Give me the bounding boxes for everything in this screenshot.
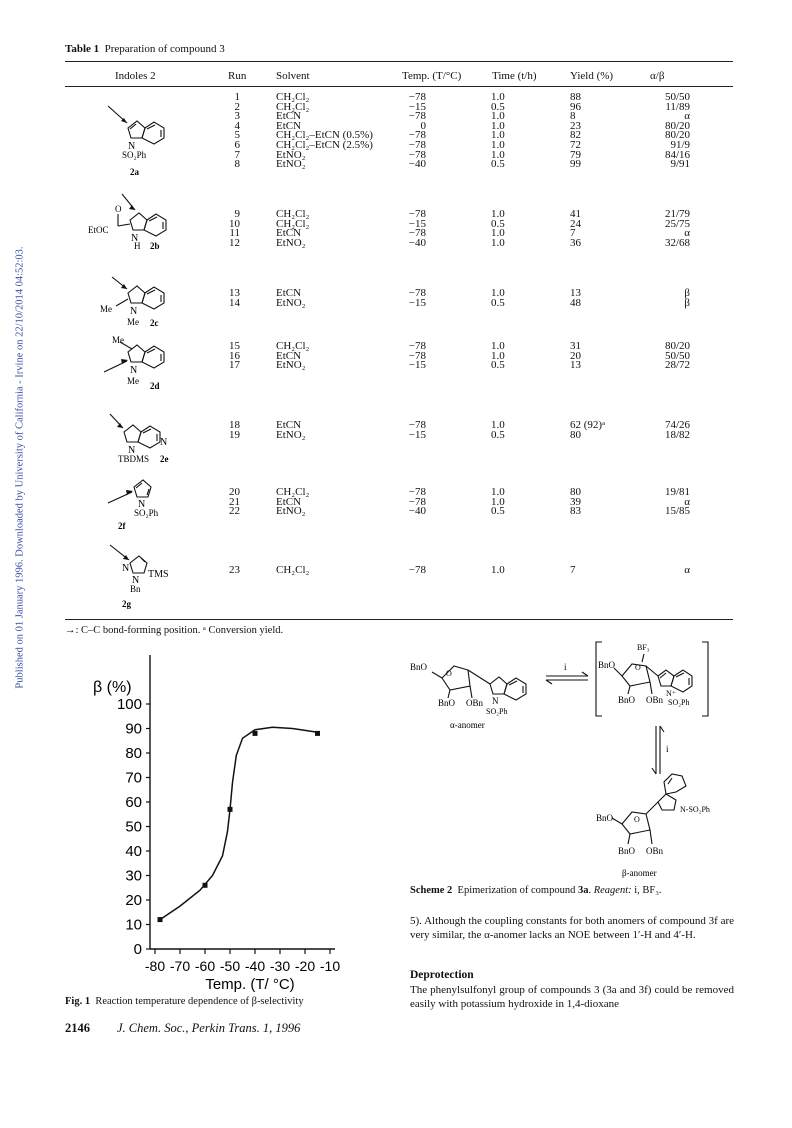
table-cell-solvent: EtNO₂ <box>276 359 306 372</box>
table-cell-run: 16 <box>229 349 240 362</box>
beta-bno2-label: BnO <box>618 846 636 856</box>
group-2a-ratio-column <box>640 93 690 170</box>
table-cell-ratio: 19/81 <box>664 486 690 498</box>
x-tick-label: -70 <box>169 958 191 974</box>
table-cell-ratio: α <box>684 227 690 240</box>
table-cell-ratio: 74/26 <box>664 419 690 431</box>
int-so2ph-label: SO₂Ph <box>668 698 690 707</box>
table-cell-solvent: EtNO₂ <box>276 236 306 249</box>
group-2d-time-column <box>491 342 521 371</box>
fig1-chart <box>75 650 375 995</box>
body-paragraph-2: The phenylsulfonyl group of compounds 3 (3a and 3f) could be removed easily with potassium hydroxide in 1,4-dioxane <box>410 984 734 1010</box>
table-cell-temp: −78 <box>408 91 426 103</box>
beta-anomer-label: β-anomer <box>622 868 657 878</box>
table-cell-run: 23 <box>229 564 240 576</box>
y-tick-label: 80 <box>125 745 142 762</box>
table-footnote: →: C–C bond-forming position. ᵃ Conversion yield. <box>65 625 284 636</box>
2d-n-label: N <box>130 365 138 376</box>
table-cell-ratio: 21/79 <box>664 208 690 220</box>
table-cell-solvent: EtCN <box>276 287 302 299</box>
y-tick-label: 20 <box>125 892 142 909</box>
table-cell-temp: −78 <box>408 564 426 576</box>
group-2e-solvent-column <box>276 421 396 440</box>
structure-2e <box>90 412 180 472</box>
col-header-ratio: α/β <box>650 70 665 82</box>
2b-o-label: O <box>115 204 122 214</box>
2g-tms-label: TMS <box>148 569 169 580</box>
int-obn-label: OBn <box>646 695 664 705</box>
group-2b-run-column <box>222 210 240 248</box>
table-cell-temp: −78 <box>408 227 426 240</box>
2g-n2-label: N <box>132 575 140 586</box>
table-cell-temp: −15 <box>408 359 426 372</box>
structure-2a <box>104 100 174 180</box>
x-tick-label: -10 <box>319 958 341 974</box>
table-header-rule <box>65 86 733 87</box>
table-cell-yield: 83 <box>570 505 581 518</box>
alpha-bno2-label: BnO <box>438 698 456 708</box>
table-cell-time: 0.5 <box>491 217 505 230</box>
2g-bn-label: Bn <box>130 584 141 594</box>
group-2c-yield-column <box>570 289 620 308</box>
group-2b-yield-column <box>570 210 620 248</box>
group-2b-solvent-column <box>276 210 396 248</box>
group-2b-ratio-column <box>640 210 690 248</box>
table-cell-time: 1.0 <box>491 110 505 123</box>
2b-h-label: H <box>134 241 141 251</box>
table-cell-ratio: 50/50 <box>664 349 690 362</box>
table-cell-run: 8 <box>234 158 240 171</box>
2f-so2ph-label: SO₂Ph <box>134 508 159 518</box>
scheme2-caption-text: Epimerization of compound <box>457 885 576 896</box>
y-axis-label: β (%) <box>93 679 132 696</box>
beta-bno-label: BnO <box>596 813 614 823</box>
2e-tbdms-label: TBDMS <box>118 454 150 464</box>
table-cell-solvent: EtNO₂ <box>276 158 306 171</box>
scheme2-caption-label: Scheme 2 <box>410 885 453 896</box>
table-cell-temp: −78 <box>408 129 426 142</box>
table-cell-time: 1.0 <box>491 236 505 249</box>
table-cell-temp: −78 <box>408 340 426 352</box>
y-tick-label: 40 <box>125 843 142 860</box>
table-cell-run: 14 <box>229 296 240 309</box>
chart-marks <box>158 727 321 922</box>
table-cell-solvent: EtNO₂ <box>276 296 306 309</box>
table-cell-temp: −78 <box>408 349 426 362</box>
table-cell-ratio: 11/89 <box>665 100 690 113</box>
2d-nme-label: Me <box>127 376 139 386</box>
table-cell-yield: 62 (92)ᵃ <box>570 419 606 431</box>
table-cell-run: 1 <box>234 91 240 103</box>
table-cell-run: 13 <box>229 287 240 299</box>
beta-nso2ph-label: N-SO₂Ph <box>680 805 710 814</box>
table-cell-yield: 39 <box>570 495 581 508</box>
table-cell-run: 10 <box>229 217 240 230</box>
data-point <box>158 917 163 922</box>
table-cell-temp: 0 <box>420 119 426 132</box>
table-cell-yield: 13 <box>570 287 581 299</box>
2g-label: 2g <box>122 599 131 609</box>
group-2b-time-column <box>491 210 521 248</box>
table-cell-yield: 48 <box>570 296 581 309</box>
selectivity-curve <box>160 727 318 919</box>
table-cell-ratio: α <box>684 564 690 576</box>
2a-label: 2a <box>130 167 139 177</box>
table-bottom-rule <box>65 619 733 620</box>
reagent-i-side: i <box>666 744 669 754</box>
group-2f-ratio-column <box>640 488 690 517</box>
table-cell-run: 20 <box>229 486 240 498</box>
table-cell-yield: 41 <box>570 208 581 220</box>
structure-2c <box>92 275 182 333</box>
publication-sidebar <box>2 200 26 740</box>
structure-2b <box>88 192 178 252</box>
table-cell-temp: −15 <box>408 296 426 309</box>
table-cell-yield: 31 <box>570 340 581 352</box>
group-2f-run-column <box>222 488 240 517</box>
group-2g-time-column <box>491 566 521 576</box>
group-2c-ratio-column <box>640 289 690 308</box>
group-2a-run-column <box>222 93 240 170</box>
table-cell-solvent: EtCN <box>276 349 302 362</box>
table-cell-yield: 80 <box>570 428 581 441</box>
table-cell-ratio: α <box>684 495 690 508</box>
2b-label: 2b <box>150 241 160 251</box>
table-cell-yield: 13 <box>570 359 581 372</box>
beta-o-label: O <box>634 815 640 824</box>
structure-2f <box>98 473 178 535</box>
table-cell-ratio: 80/20 <box>664 119 690 132</box>
group-2g-temp-column <box>398 566 426 576</box>
section-heading: Deprotection <box>410 969 474 981</box>
table-cell-time: 0.5 <box>491 100 505 113</box>
group-2a-time-column <box>491 93 521 170</box>
table-cell-ratio: 91/9 <box>670 138 690 151</box>
2b-n-label: N <box>131 233 139 244</box>
table-cell-ratio: 15/85 <box>664 505 690 518</box>
table-cell-ratio: 80/20 <box>664 340 690 352</box>
table-cell-ratio: 18/82 <box>664 428 690 441</box>
table-cell-ratio: 9/91 <box>670 158 690 171</box>
table-cell-run: 5 <box>234 129 240 142</box>
table-cell-yield: 79 <box>570 148 581 161</box>
beta-obn-label: OBn <box>646 846 664 856</box>
x-axis-label: Temp. (T/ °C) <box>205 976 295 993</box>
group-2e-run-column <box>222 421 240 440</box>
table-cell-yield: 23 <box>570 119 581 132</box>
table-cell-time: 1.0 <box>491 148 505 161</box>
x-tick-label: -40 <box>244 958 266 974</box>
table-cell-time: 1.0 <box>491 495 505 508</box>
table-cell-yield: 72 <box>570 138 581 151</box>
group-2g-solvent-column <box>276 566 396 576</box>
alpha-n-label: N <box>492 696 499 706</box>
table-top-rule <box>65 61 733 62</box>
table-cell-temp: −40 <box>408 236 426 249</box>
fig1-caption-text: Reaction temperature dependence of β-selectivity <box>95 996 304 1007</box>
table-cell-temp: −78 <box>408 208 426 220</box>
table-cell-solvent: EtCN <box>276 119 302 132</box>
scheme2-caption: Scheme 2 Epimerization of compound 3a. Reagent: i, BF₃. <box>410 885 662 896</box>
group-2a-yield-column <box>570 93 620 170</box>
table-cell-run: 22 <box>229 505 240 518</box>
2b-etoc-label: EtOC <box>88 225 109 235</box>
alpha-bno-label: BnO <box>410 662 428 672</box>
2e-label: 2e <box>160 454 169 464</box>
y-tick-label: 60 <box>125 794 142 811</box>
table-cell-time: 1.0 <box>491 419 505 431</box>
table-cell-run: 15 <box>229 340 240 352</box>
col-header-solvent: Solvent <box>276 70 310 82</box>
group-2f-time-column <box>491 488 521 517</box>
sidebar-note: Published on 01 January 1996. Downloaded by University of California - Irvine on 22/10/2014 04:52:03. <box>14 246 26 689</box>
table-cell-temp: −40 <box>408 158 426 171</box>
table-cell-temp: −40 <box>408 505 426 518</box>
table-cell-ratio: 25/75 <box>664 217 690 230</box>
table-cell-time: 1.0 <box>491 208 505 220</box>
y-tick-label: 30 <box>125 867 142 885</box>
bf3-label: BF₃ <box>637 643 650 652</box>
table-cell-solvent: CH₂Cl₂ <box>276 100 310 113</box>
table-cell-ratio: 28/72 <box>664 359 690 372</box>
table-cell-ratio: α <box>684 110 690 123</box>
table-cell-run: 12 <box>229 236 240 249</box>
table-cell-yield: 20 <box>570 349 581 362</box>
group-2e-ratio-column <box>640 421 690 440</box>
2c-me-label: Me <box>100 304 112 314</box>
table-cell-run: 18 <box>229 419 240 431</box>
table-caption-label: Table 1 <box>65 43 100 55</box>
table-cell-run: 9 <box>234 208 240 220</box>
table-cell-solvent: EtCN <box>276 227 302 240</box>
group-2d-temp-column <box>398 342 426 371</box>
table-cell-run: 6 <box>234 138 240 151</box>
x-tick-label: -20 <box>294 958 316 974</box>
x-tick-label: -50 <box>219 958 241 974</box>
table-cell-run: 7 <box>234 148 240 161</box>
2c-label: 2c <box>150 318 159 328</box>
table-cell-ratio: β <box>684 287 690 299</box>
table-cell-solvent: CH₂Cl₂ <box>276 564 310 576</box>
group-2g-ratio-column <box>640 566 690 576</box>
table-cell-solvent: EtCN <box>276 419 302 431</box>
table-cell-solvent: CH₂Cl₂ <box>276 91 310 103</box>
2f-label: 2f <box>118 521 126 531</box>
table-cell-time: 0.5 <box>491 296 505 309</box>
table-cell-yield: 24 <box>570 217 581 230</box>
body-paragraph-1: 5). Although the coupling constants for both anomers of compound 3f are very similar, the α-anomer lacks an NOE between 1′-H and 4′-H. <box>410 915 734 941</box>
table-cell-yield: 96 <box>570 100 581 113</box>
fig1-caption <box>65 996 304 1007</box>
table-cell-solvent: EtNO₂ <box>276 148 306 161</box>
2g-n1-label: N <box>122 563 130 574</box>
alpha-obn-label: OBn <box>466 698 484 708</box>
table-cell-solvent: CH₂Cl₂–EtCN (2.5%) <box>276 138 373 151</box>
table-cell-ratio: 80/20 <box>664 129 690 142</box>
table-cell-time: 1.0 <box>491 129 505 142</box>
group-2f-yield-column <box>570 488 620 517</box>
int-bno2-label: BnO <box>618 695 636 705</box>
table-caption <box>65 43 225 55</box>
table-cell-time: 0.5 <box>491 505 505 518</box>
2c-nme-label: Me <box>127 317 139 327</box>
table-cell-solvent: EtNO₂ <box>276 505 306 518</box>
fig1-caption-label: Fig. 1 <box>65 996 91 1007</box>
2f-n-label: N <box>138 499 146 510</box>
col-header-yield: Yield (%) <box>570 70 614 82</box>
2a-n-label: N <box>128 141 136 152</box>
table-caption-text: Preparation of compound 3 <box>104 43 225 55</box>
group-2a-solvent-column <box>276 93 396 170</box>
col-header-indoles: Indoles 2 <box>115 70 156 82</box>
scheme2-diagram <box>410 640 740 880</box>
table-cell-run: 3 <box>234 110 240 123</box>
data-point <box>253 731 258 736</box>
int-nplus-label: N⁺ <box>666 689 676 698</box>
data-point <box>315 731 320 736</box>
2d-me-label: Me <box>112 335 124 345</box>
table-cell-temp: −78 <box>408 495 426 508</box>
table-cell-temp: −15 <box>408 217 426 230</box>
group-2f-temp-column <box>398 488 426 517</box>
journal-citation: J. Chem. Soc., Perkin Trans. 1, 1996 <box>117 1021 301 1035</box>
table-cell-yield: 7 <box>570 227 576 240</box>
table-cell-temp: −78 <box>408 287 426 299</box>
group-2d-run-column <box>222 342 240 371</box>
scheme2-reagent-label: Reagent: <box>593 885 632 896</box>
table-cell-time: 1.0 <box>491 138 505 151</box>
table-cell-solvent: CH₂Cl₂–EtCN (0.5%) <box>276 129 373 142</box>
alpha-so2ph-label: SO₂Ph <box>486 707 508 716</box>
table-cell-solvent: EtNO₂ <box>276 428 306 441</box>
table-cell-time: 0.5 <box>491 428 505 441</box>
table-cell-ratio: 84/16 <box>664 148 690 161</box>
group-2e-time-column <box>491 421 521 440</box>
table-cell-temp: −78 <box>408 419 426 431</box>
group-2d-solvent-column <box>276 342 396 371</box>
table-cell-run: 21 <box>229 495 240 508</box>
table-cell-run: 4 <box>234 119 240 132</box>
table-cell-temp: −78 <box>408 110 426 123</box>
reagent-i-top: i <box>564 662 567 672</box>
table-cell-yield: 88 <box>570 91 581 103</box>
alpha-anomer-label: α-anomer <box>450 720 485 730</box>
x-tick-label: -60 <box>194 958 216 974</box>
y-tick-label: 10 <box>125 916 142 934</box>
table-cell-run: 2 <box>234 100 240 113</box>
table-cell-run: 11 <box>229 227 240 240</box>
col-header-time: Time (t/h) <box>492 70 537 82</box>
table-cell-time: 1.0 <box>491 486 505 498</box>
col-header-temp: Temp. (T/°C) <box>402 70 462 82</box>
table-cell-temp: −15 <box>408 100 426 113</box>
table-cell-solvent: CH₂Cl₂ <box>276 217 310 230</box>
table-cell-solvent: EtCN <box>276 110 302 123</box>
page-number: 2146 <box>65 1021 90 1035</box>
y-tick-label: 70 <box>125 769 142 787</box>
table-cell-yield: 80 <box>570 486 581 498</box>
table-cell-ratio: 32/68 <box>664 236 690 249</box>
y-tick-label: 100 <box>116 696 142 713</box>
group-2c-solvent-column <box>276 289 396 308</box>
group-2d-ratio-column <box>640 342 690 371</box>
table-cell-run: 19 <box>229 428 240 441</box>
group-2f-solvent-column <box>276 488 396 517</box>
2a-so2ph-label: SO₂Ph <box>122 150 147 160</box>
y-tick-label: 90 <box>125 720 142 738</box>
int-o-label: O <box>635 663 641 672</box>
x-tick-label: -30 <box>269 958 291 974</box>
2e-ring-n-label: N <box>160 437 168 448</box>
data-point <box>228 807 233 812</box>
table-cell-time: 1.0 <box>491 287 505 299</box>
group-2c-time-column <box>491 289 521 308</box>
2c-n-label: N <box>130 306 138 317</box>
2e-n-label: N <box>128 445 136 456</box>
chart-axes <box>93 655 340 993</box>
table-cell-temp: −78 <box>408 148 426 161</box>
group-2g-yield-column <box>570 566 620 576</box>
table-cell-ratio: 50/50 <box>664 91 690 103</box>
table-cell-run: 17 <box>229 359 240 372</box>
table-cell-time: 0.5 <box>491 158 505 171</box>
table-cell-time: 1.0 <box>491 340 505 352</box>
table-cell-yield: 8 <box>570 110 576 123</box>
scheme2-reagent: i, BF₃. <box>634 885 662 896</box>
y-tick-label: 0 <box>133 941 142 958</box>
2d-label: 2d <box>150 381 160 391</box>
table-cell-solvent: CH₂Cl₂ <box>276 208 310 220</box>
data-point <box>203 883 208 888</box>
table-cell-temp: −78 <box>408 138 426 151</box>
group-2c-run-column <box>222 289 240 308</box>
table-cell-yield: 99 <box>570 158 581 171</box>
col-header-run: Run <box>228 70 247 82</box>
group-2b-temp-column <box>398 210 426 248</box>
table-cell-time: 1.0 <box>491 564 505 576</box>
group-2d-yield-column <box>570 342 620 371</box>
table-cell-temp: −15 <box>408 428 426 441</box>
table-cell-time: 1.0 <box>491 119 505 132</box>
table-cell-solvent: CH₂Cl₂ <box>276 340 310 352</box>
table-cell-solvent: CH₂Cl₂ <box>276 486 310 498</box>
table-cell-time: 1.0 <box>491 91 505 103</box>
structure-2d <box>92 334 182 394</box>
table-cell-ratio: β <box>684 296 690 309</box>
table-cell-yield: 82 <box>570 129 581 142</box>
table-cell-solvent: EtCN <box>276 495 302 508</box>
group-2e-yield-column <box>570 421 620 440</box>
scheme2-caption-cmpd: 3a <box>577 885 589 896</box>
y-tick-label: 50 <box>125 818 142 836</box>
int-bno-label: BnO <box>598 660 616 670</box>
group-2c-temp-column <box>398 289 426 308</box>
x-tick-label: -80 <box>144 958 166 974</box>
table-cell-temp: −78 <box>408 486 426 498</box>
group-2g-run-column <box>222 566 240 576</box>
table-cell-yield: 36 <box>570 236 581 249</box>
table-cell-time: 0.5 <box>491 359 505 372</box>
group-2a-temp-column <box>398 93 426 170</box>
structure-2g <box>108 541 188 613</box>
table-cell-time: 1.0 <box>491 349 505 362</box>
table-cell-yield: 7 <box>570 564 576 576</box>
alpha-o-label: O <box>446 669 452 678</box>
table-cell-time: 1.0 <box>491 227 505 240</box>
group-2e-temp-column <box>398 421 426 440</box>
